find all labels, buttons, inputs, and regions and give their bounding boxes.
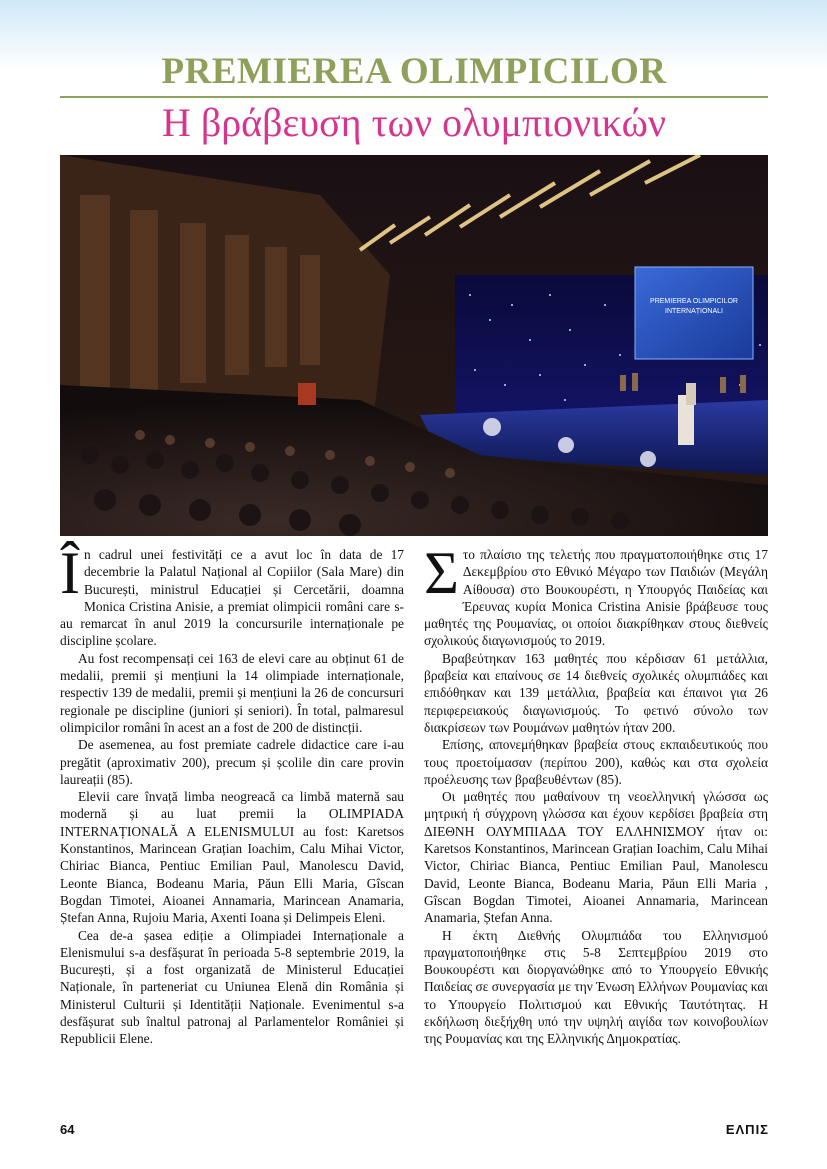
paragraph: Elevii care învață limba neogreacă ca limbă maternă sau modernă și au luat premii la OLIMPIADA INTERNAȚIONALĂ A ELENISMULUI au fost: Karetsos Konstantinos, Marincean Grațian Ioachim, Calu Mihai Victor, Chiriac Bianca, Pentiuc Emilian Paul, Manolescu David, Leonte Bianca, Bodeanu Maria, Păun Elli Maria, Gîscan Bogdan Timotei, Aioanei Annamaria, Marincean Anamaria, Ștefan Anna, Rujoiu Maria, Axenti Ioana și Delimpeis Eleni. — [60, 789, 404, 926]
right-column-greek — [424, 540, 768, 1048]
paragraph: De asemenea, au fost premiate cadrele didactice care i-au pregătit (aproximativ 200), precum și școlile din care provin laureații (85). — [60, 737, 404, 787]
page-number: 64 — [60, 1122, 75, 1137]
page-title-greek: Η βράβευση των ολυμπιονικών — [161, 100, 667, 145]
dropcap-letter: Σ — [424, 540, 459, 606]
title-divider — [60, 96, 768, 98]
paragraph: Βραβεύτηκαν 163 μαθητές που κέρδισαν 61 μετάλλια, βραβεία και επαίνους σε 14 διεθνείς σχολικές ολυμπιάδες και επιδόθηκαν και 139 μετάλλια, βραβεία και έπαινοι για 26 περιφερειακούς διαγωνισμούς. Το φετινό σύνολο των διακρίσεων των Ρουμάνων μαθητών ήταν 200. — [424, 650, 768, 735]
left-column-romanian — [60, 540, 404, 1048]
dropcap-letter: Î — [60, 540, 80, 606]
screen-text-line1: PREMIEREA OLIMPICILOR — [650, 298, 738, 305]
paragraph: Cea de-a șasea ediție a Olimpiadei Internaționale a Elenismului s-a desfășurat în perioada 5-8 septembrie 2019, la București, și a fost organizată de Ministerul Educației Naționale, în parteneriat cu Uniunea Elenă din România și Ministerul Culturii și Identității Naționale. Evenimentul s-a desfășurat sub înaltul patronaj al Parlamentelor României și Republicii Elene. — [60, 927, 404, 1047]
page-title-romanian: PREMIEREA OLIMPICILOR — [161, 51, 667, 92]
paragraph: n cadrul unei festivități ce a avut loc în data de 17 decembrie la Palatul Național al Copiilor (Sala Mare) din București, ministrul Educației și Cercetării, doamna Monica Cristina Anisie, a premiat olimpicii români care s-au remarcat în anul 2019 la concursurile internaționale pe discipline școlare. — [60, 547, 404, 649]
paragraph: το πλαίσιο της τελετής που πραγματοποιήθηκε στις 17 Δεκεμβρίου στο Εθνικό Μέγαρο των Παιδιών (Μεγάλη Αίθουσα) στο Βουκουρέστι, η Υπουργός Παιδείας και Έρευνας κυρία Monica Cristina Anisie βράβευσε τους μαθητές της Ρουμανίας, οι οποίοι διακρίθηκαν στους διεθνείς σχολικούς διαγωνισμούς το 2019. — [424, 547, 768, 649]
paragraph: Η έκτη Διεθνής Ολυμπιάδα του Ελληνισμού πραγματοποιήθηκε στις 5-8 Σεπτεμβρίου 2019 στο Βουκουρέστι και διοργανώθηκε από το Υπουργείο Εθνικής Παιδείας σε συνεργασία με την Ένωση Ελλήνων Ρουμανίας και το Υπουργείο Πολιτισμού και Εθνικής Ταυτότητας. Η εκδήλωση διεξήχθη υπό την υψηλή αιγίδα των κοινοβουλίων της Ρουμανίας και της Ελληνικής Δημοκρατίας. — [424, 927, 768, 1047]
paragraph: Au fost recompensați cei 163 de elevi care au obținut 61 de medalii, premii și mențiuni la 14 olimpiade internaționale, respectiv 139 de medalii, premii și mențiuni la 26 de concursuri regionale pe discipline (juniori și seniori). În total, palmaresul olimpicilor români în acest an a fost de 200 de distincții. — [60, 650, 404, 735]
magazine-name: ΕΛΠΙΣ — [725, 1122, 769, 1137]
screen-text-line2: INTERNAȚIONALI — [665, 308, 723, 315]
paragraph: Οι μαθητές που μαθαίνουν τη νεοελληνική γλώσσα ως μητρική ή σύγχρονη γλώσσα και έχουν κερδίσει βραβεία στη ΔΙΕΘΝΗ ΟΛΥΜΠΙΑΔΑ ΤΟΥ ΕΛΛΗΝΙΣΜΟΥ ήταν οι: Karetsos Konstantinos, Marincean Grațian Ioachim, Calu Mihai Victor, Chiriac Bianca, Pentiuc Emilian Paul, Manolescu David, Leonte Bianca, Bodeanu Maria, Păun Elli Maria , Gîscan Bogdan Timotei, Aioanei Annamaria, Marincean Anamaria, Ștefan Anna. — [424, 789, 768, 926]
event-photo — [60, 155, 768, 536]
paragraph: Επίσης, απονεμήθηκαν βραβεία στους εκπαιδευτικούς που τους προετοίμασαν (περίπου 200), καθώς και στα σχολεία προέλευσης των βραβευθέντων (85). — [424, 737, 768, 787]
